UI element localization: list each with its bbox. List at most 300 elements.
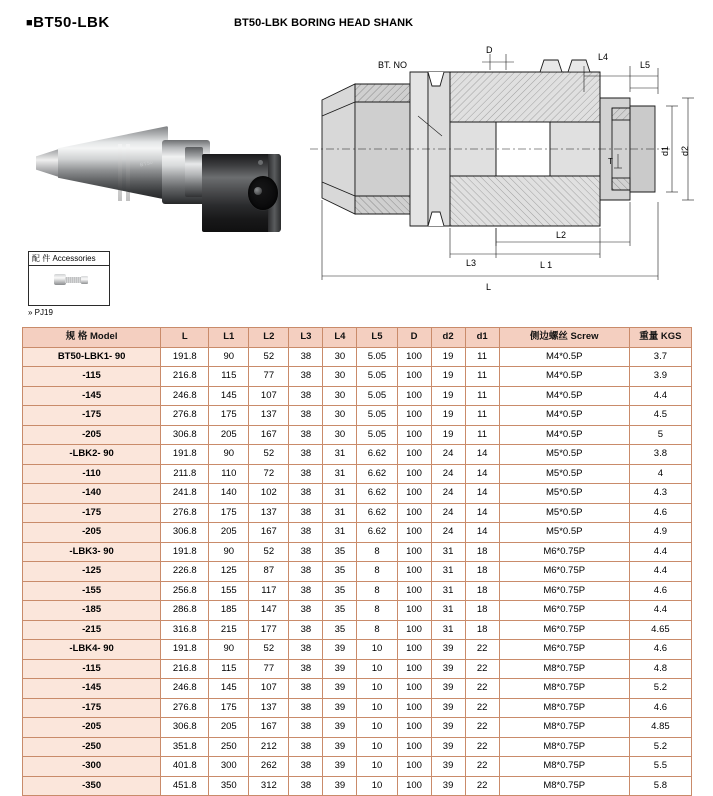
cell-model: -175: [23, 503, 161, 523]
cell-value: 306.8: [161, 425, 209, 445]
th-l1: L1: [209, 328, 249, 348]
cell-value: 6.62: [357, 464, 397, 484]
cell-value: 451.8: [161, 776, 209, 796]
cell-value: 14: [465, 445, 499, 465]
cell-value: M8*0.75P: [499, 698, 629, 718]
cell-value: M5*0.5P: [499, 503, 629, 523]
product-code-title: [26, 14, 110, 31]
cell-value: 30: [323, 386, 357, 406]
cell-value: M8*0.75P: [499, 679, 629, 699]
cell-value: 5.05: [357, 367, 397, 387]
cell-value: 8: [357, 601, 397, 621]
accessory-tip: [81, 276, 88, 284]
cell-value: 256.8: [161, 581, 209, 601]
cell-value: 90: [209, 542, 249, 562]
cell-value: 39: [323, 757, 357, 777]
cell-value: 10: [357, 659, 397, 679]
cell-model: -175: [23, 406, 161, 426]
cell-model: BT50-LBK1- 90: [23, 347, 161, 367]
cell-value: 38: [289, 562, 323, 582]
cell-value: M4*0.5P: [499, 425, 629, 445]
cell-value: 100: [397, 679, 431, 699]
cell-model: -205: [23, 718, 161, 738]
cell-value: M6*0.75P: [499, 562, 629, 582]
cell-value: 4.4: [629, 562, 691, 582]
cell-value: 18: [465, 542, 499, 562]
table-row: [23, 523, 692, 543]
cell-value: 215: [209, 620, 249, 640]
product-photo: [22, 48, 292, 263]
cell-value: 205: [209, 523, 249, 543]
table-row: [23, 484, 692, 504]
cell-value: 19: [431, 347, 465, 367]
table-row: [23, 406, 692, 426]
cell-value: 137: [249, 698, 289, 718]
cell-value: 205: [209, 425, 249, 445]
th-d1: d1: [465, 328, 499, 348]
label-L4: L4: [598, 52, 609, 62]
cell-value: 31: [431, 620, 465, 640]
cell-value: 100: [397, 347, 431, 367]
cell-value: 246.8: [161, 386, 209, 406]
cell-value: 100: [397, 659, 431, 679]
cell-model: -175: [23, 698, 161, 718]
cell-value: 35: [323, 542, 357, 562]
cell-value: M6*0.75P: [499, 620, 629, 640]
cell-value: 31: [323, 503, 357, 523]
cell-model: -185: [23, 601, 161, 621]
cell-value: 8: [357, 620, 397, 640]
cell-value: 115: [209, 659, 249, 679]
cell-value: 31: [431, 562, 465, 582]
cell-value: 226.8: [161, 562, 209, 582]
cell-value: 145: [209, 386, 249, 406]
cell-value: 191.8: [161, 445, 209, 465]
cell-value: 107: [249, 386, 289, 406]
cell-model: -145: [23, 386, 161, 406]
cell-value: 250: [209, 737, 249, 757]
cell-value: 241.8: [161, 484, 209, 504]
cell-value: 140: [209, 484, 249, 504]
cell-value: 38: [289, 367, 323, 387]
table-row: [23, 367, 692, 387]
cell-value: 5.05: [357, 406, 397, 426]
cell-value: 100: [397, 737, 431, 757]
cell-value: 38: [289, 445, 323, 465]
cell-value: 6.62: [357, 445, 397, 465]
cell-value: 11: [465, 406, 499, 426]
cell-value: 22: [465, 737, 499, 757]
cell-value: 39: [431, 776, 465, 796]
cell-value: 100: [397, 523, 431, 543]
cell-value: 100: [397, 386, 431, 406]
spec-table: [22, 327, 692, 796]
table-row: [23, 464, 692, 484]
cell-model: -110: [23, 464, 161, 484]
cell-value: M5*0.5P: [499, 464, 629, 484]
cell-value: 72: [249, 464, 289, 484]
cell-value: 39: [431, 698, 465, 718]
cell-model: -125: [23, 562, 161, 582]
cell-value: M6*0.75P: [499, 640, 629, 660]
cell-value: 31: [323, 464, 357, 484]
table-row: [23, 581, 692, 601]
cell-value: 19: [431, 386, 465, 406]
cell-value: 100: [397, 503, 431, 523]
cell-value: 306.8: [161, 718, 209, 738]
cell-value: 191.8: [161, 542, 209, 562]
cell-value: 39: [323, 776, 357, 796]
cell-value: 276.8: [161, 503, 209, 523]
cell-model: -LBK3- 90: [23, 542, 161, 562]
cell-value: 38: [289, 659, 323, 679]
cell-value: 137: [249, 406, 289, 426]
cell-value: 4.6: [629, 640, 691, 660]
bullet-icon: ■: [26, 17, 34, 30]
cell-value: 38: [289, 640, 323, 660]
page-title: BT50-LBK BORING HEAD SHANK: [234, 17, 414, 29]
cell-value: 52: [249, 640, 289, 660]
cell-value: 31: [431, 601, 465, 621]
table-row: [23, 503, 692, 523]
cell-value: 185: [209, 601, 249, 621]
table-row: [23, 718, 692, 738]
cell-value: 14: [465, 503, 499, 523]
cell-value: M6*0.75P: [499, 601, 629, 621]
cell-value: M4*0.5P: [499, 386, 629, 406]
cell-value: 38: [289, 425, 323, 445]
cell-model: -205: [23, 523, 161, 543]
cell-value: 24: [431, 464, 465, 484]
cell-value: M8*0.75P: [499, 776, 629, 796]
cell-value: 5.2: [629, 737, 691, 757]
cell-value: 110: [209, 464, 249, 484]
cell-value: 10: [357, 737, 397, 757]
cell-value: 19: [431, 425, 465, 445]
cell-model: -LBK4- 90: [23, 640, 161, 660]
label-d2: d2: [680, 145, 690, 156]
cell-value: 18: [465, 581, 499, 601]
cell-value: 77: [249, 659, 289, 679]
cell-value: 175: [209, 503, 249, 523]
photo-pin-hole: [258, 160, 263, 165]
cell-value: M8*0.75P: [499, 718, 629, 738]
cell-value: 30: [323, 425, 357, 445]
cell-value: 90: [209, 445, 249, 465]
cell-value: 212: [249, 737, 289, 757]
table-row: [23, 347, 692, 367]
cell-value: 38: [289, 757, 323, 777]
cell-value: 100: [397, 601, 431, 621]
cell-model: -155: [23, 581, 161, 601]
cell-value: 5.05: [357, 425, 397, 445]
cell-value: 18: [465, 620, 499, 640]
cell-value: M5*0.5P: [499, 484, 629, 504]
th-l5: L5: [357, 328, 397, 348]
cell-model: -215: [23, 620, 161, 640]
cell-value: 24: [431, 523, 465, 543]
cell-value: 100: [397, 581, 431, 601]
cell-value: 87: [249, 562, 289, 582]
cell-value: 216.8: [161, 659, 209, 679]
cell-value: 39: [431, 679, 465, 699]
cell-value: 22: [465, 776, 499, 796]
table-row: [23, 776, 692, 796]
photo-bore: [248, 176, 278, 210]
cell-value: 35: [323, 620, 357, 640]
cell-value: 100: [397, 425, 431, 445]
cell-model: -250: [23, 737, 161, 757]
cell-value: 38: [289, 542, 323, 562]
table-row: [23, 601, 692, 621]
cell-value: 6.62: [357, 523, 397, 543]
cell-value: 31: [431, 542, 465, 562]
cell-value: 167: [249, 718, 289, 738]
cell-value: 38: [289, 718, 323, 738]
cell-value: 38: [289, 523, 323, 543]
cell-value: 3.9: [629, 367, 691, 387]
cell-value: 22: [465, 640, 499, 660]
table-row: [23, 640, 692, 660]
accessories-box: [28, 251, 110, 306]
label-T: T: [608, 157, 613, 166]
cell-value: 4.5: [629, 406, 691, 426]
cell-value: 90: [209, 640, 249, 660]
cell-value: M4*0.5P: [499, 367, 629, 387]
label-L5: L5: [640, 60, 651, 70]
accessories-label: 配 件 Accessories: [29, 252, 109, 266]
cell-value: 31: [323, 484, 357, 504]
th-model: 规 格 Model: [23, 328, 161, 348]
cell-value: 24: [431, 503, 465, 523]
cell-value: 100: [397, 620, 431, 640]
cell-model: -115: [23, 367, 161, 387]
th-d: D: [397, 328, 431, 348]
table-row: [23, 737, 692, 757]
cell-value: 137: [249, 503, 289, 523]
cell-value: 107: [249, 679, 289, 699]
cell-value: 205: [209, 718, 249, 738]
cell-value: 276.8: [161, 698, 209, 718]
table-row: [23, 679, 692, 699]
cell-value: 30: [323, 347, 357, 367]
cell-value: 211.8: [161, 464, 209, 484]
cell-value: 38: [289, 347, 323, 367]
cell-value: 167: [249, 425, 289, 445]
photo-set-screw: [254, 187, 262, 195]
cell-value: 175: [209, 698, 249, 718]
cell-value: 5.05: [357, 386, 397, 406]
cell-value: 38: [289, 464, 323, 484]
cell-value: 262: [249, 757, 289, 777]
label-L1: L 1: [540, 260, 553, 270]
cell-value: 18: [465, 562, 499, 582]
cell-value: 38: [289, 620, 323, 640]
table-header-row: [23, 328, 692, 348]
label-bt-no: BT. NO: [378, 60, 408, 70]
cell-value: M4*0.5P: [499, 347, 629, 367]
cell-value: 4.65: [629, 620, 691, 640]
th-l2: L2: [249, 328, 289, 348]
cell-value: 10: [357, 757, 397, 777]
cell-value: 19: [431, 406, 465, 426]
table-row: [23, 445, 692, 465]
cell-model: -145: [23, 679, 161, 699]
cell-value: 100: [397, 562, 431, 582]
cell-value: 191.8: [161, 640, 209, 660]
cell-value: 31: [323, 445, 357, 465]
cell-value: 31: [431, 581, 465, 601]
th-l3: L3: [289, 328, 323, 348]
cell-model: -140: [23, 484, 161, 504]
cell-value: 39: [431, 640, 465, 660]
cell-value: 115: [209, 367, 249, 387]
cell-value: M6*0.75P: [499, 542, 629, 562]
cell-value: 306.8: [161, 523, 209, 543]
cell-model: -LBK2- 90: [23, 445, 161, 465]
cell-value: 4.6: [629, 503, 691, 523]
cell-model: -115: [23, 659, 161, 679]
cell-value: 100: [397, 367, 431, 387]
cell-value: 5.8: [629, 776, 691, 796]
cell-value: 11: [465, 347, 499, 367]
cell-value: 5.05: [357, 347, 397, 367]
spec-table-body: [23, 347, 692, 796]
label-D: D: [486, 46, 493, 55]
cell-value: 14: [465, 523, 499, 543]
cell-value: 22: [465, 698, 499, 718]
cell-value: 24: [431, 445, 465, 465]
cell-value: 22: [465, 757, 499, 777]
cell-value: 11: [465, 425, 499, 445]
cell-value: M8*0.75P: [499, 757, 629, 777]
cell-value: 14: [465, 464, 499, 484]
cell-value: 38: [289, 386, 323, 406]
cell-value: 8: [357, 581, 397, 601]
cell-value: 38: [289, 737, 323, 757]
cell-value: 22: [465, 679, 499, 699]
cell-value: 100: [397, 640, 431, 660]
cell-value: 286.8: [161, 601, 209, 621]
cell-value: 4.4: [629, 542, 691, 562]
cell-value: 191.8: [161, 347, 209, 367]
cell-value: 77: [249, 367, 289, 387]
cell-value: 38: [289, 503, 323, 523]
label-L3: L3: [466, 258, 477, 268]
label-L2: L2: [556, 230, 567, 240]
cell-value: 52: [249, 347, 289, 367]
cell-value: 11: [465, 386, 499, 406]
cell-value: M4*0.5P: [499, 406, 629, 426]
cell-value: 312: [249, 776, 289, 796]
cell-value: 125: [209, 562, 249, 582]
cell-value: 10: [357, 698, 397, 718]
cell-value: 3.7: [629, 347, 691, 367]
cell-value: 100: [397, 464, 431, 484]
cell-value: M8*0.75P: [499, 659, 629, 679]
cell-value: 38: [289, 679, 323, 699]
cell-value: 175: [209, 406, 249, 426]
cell-value: 38: [289, 406, 323, 426]
cell-value: M6*0.75P: [499, 581, 629, 601]
th-d2: d2: [431, 328, 465, 348]
cell-value: 24: [431, 484, 465, 504]
cell-value: 22: [465, 718, 499, 738]
cell-value: 145: [209, 679, 249, 699]
cell-value: 6.62: [357, 503, 397, 523]
cell-value: 155: [209, 581, 249, 601]
cell-value: 22: [465, 659, 499, 679]
page-header: [0, 10, 713, 40]
cell-value: 8: [357, 542, 397, 562]
cell-value: 4.6: [629, 581, 691, 601]
cell-value: 39: [323, 679, 357, 699]
cell-value: 39: [431, 737, 465, 757]
product-code-label: BT50-LBK: [33, 14, 110, 31]
cell-value: 4.3: [629, 484, 691, 504]
table-row: [23, 620, 692, 640]
cell-value: 100: [397, 542, 431, 562]
cell-value: 38: [289, 698, 323, 718]
cell-value: 100: [397, 698, 431, 718]
cell-value: 38: [289, 601, 323, 621]
spec-table-container: [22, 327, 692, 796]
cell-value: 316.8: [161, 620, 209, 640]
cell-model: -300: [23, 757, 161, 777]
photo-flange-ring: [185, 147, 203, 197]
cell-model: -350: [23, 776, 161, 796]
accessory-shaft: [65, 277, 82, 283]
cell-value: M5*0.5P: [499, 523, 629, 543]
cell-value: 5.2: [629, 679, 691, 699]
cell-value: 39: [431, 659, 465, 679]
cell-value: 39: [431, 757, 465, 777]
cell-value: 4: [629, 464, 691, 484]
cell-value: 31: [323, 523, 357, 543]
table-row: [23, 757, 692, 777]
cell-value: 35: [323, 562, 357, 582]
cell-value: 167: [249, 523, 289, 543]
cell-value: 4.85: [629, 718, 691, 738]
cell-value: 100: [397, 445, 431, 465]
cell-value: 300: [209, 757, 249, 777]
cell-value: 100: [397, 776, 431, 796]
label-L: L: [486, 282, 492, 292]
table-row: [23, 425, 692, 445]
cell-value: 246.8: [161, 679, 209, 699]
photo-groove-1: [118, 144, 122, 201]
cell-value: M5*0.5P: [499, 445, 629, 465]
cell-value: 35: [323, 581, 357, 601]
photo-groove-2: [126, 144, 130, 201]
cell-value: 35: [323, 601, 357, 621]
table-row: [23, 562, 692, 582]
cell-value: 6.62: [357, 484, 397, 504]
cell-value: 4.8: [629, 659, 691, 679]
cell-value: 100: [397, 406, 431, 426]
cell-model: -205: [23, 425, 161, 445]
cell-value: 117: [249, 581, 289, 601]
cell-value: 100: [397, 718, 431, 738]
cell-value: 90: [209, 347, 249, 367]
cell-value: 216.8: [161, 367, 209, 387]
cell-value: 4.9: [629, 523, 691, 543]
cell-value: 11: [465, 367, 499, 387]
cell-value: 39: [323, 698, 357, 718]
th-screw: 侧边螺丝 Screw: [499, 328, 629, 348]
cell-value: M8*0.75P: [499, 737, 629, 757]
cell-value: 5.5: [629, 757, 691, 777]
